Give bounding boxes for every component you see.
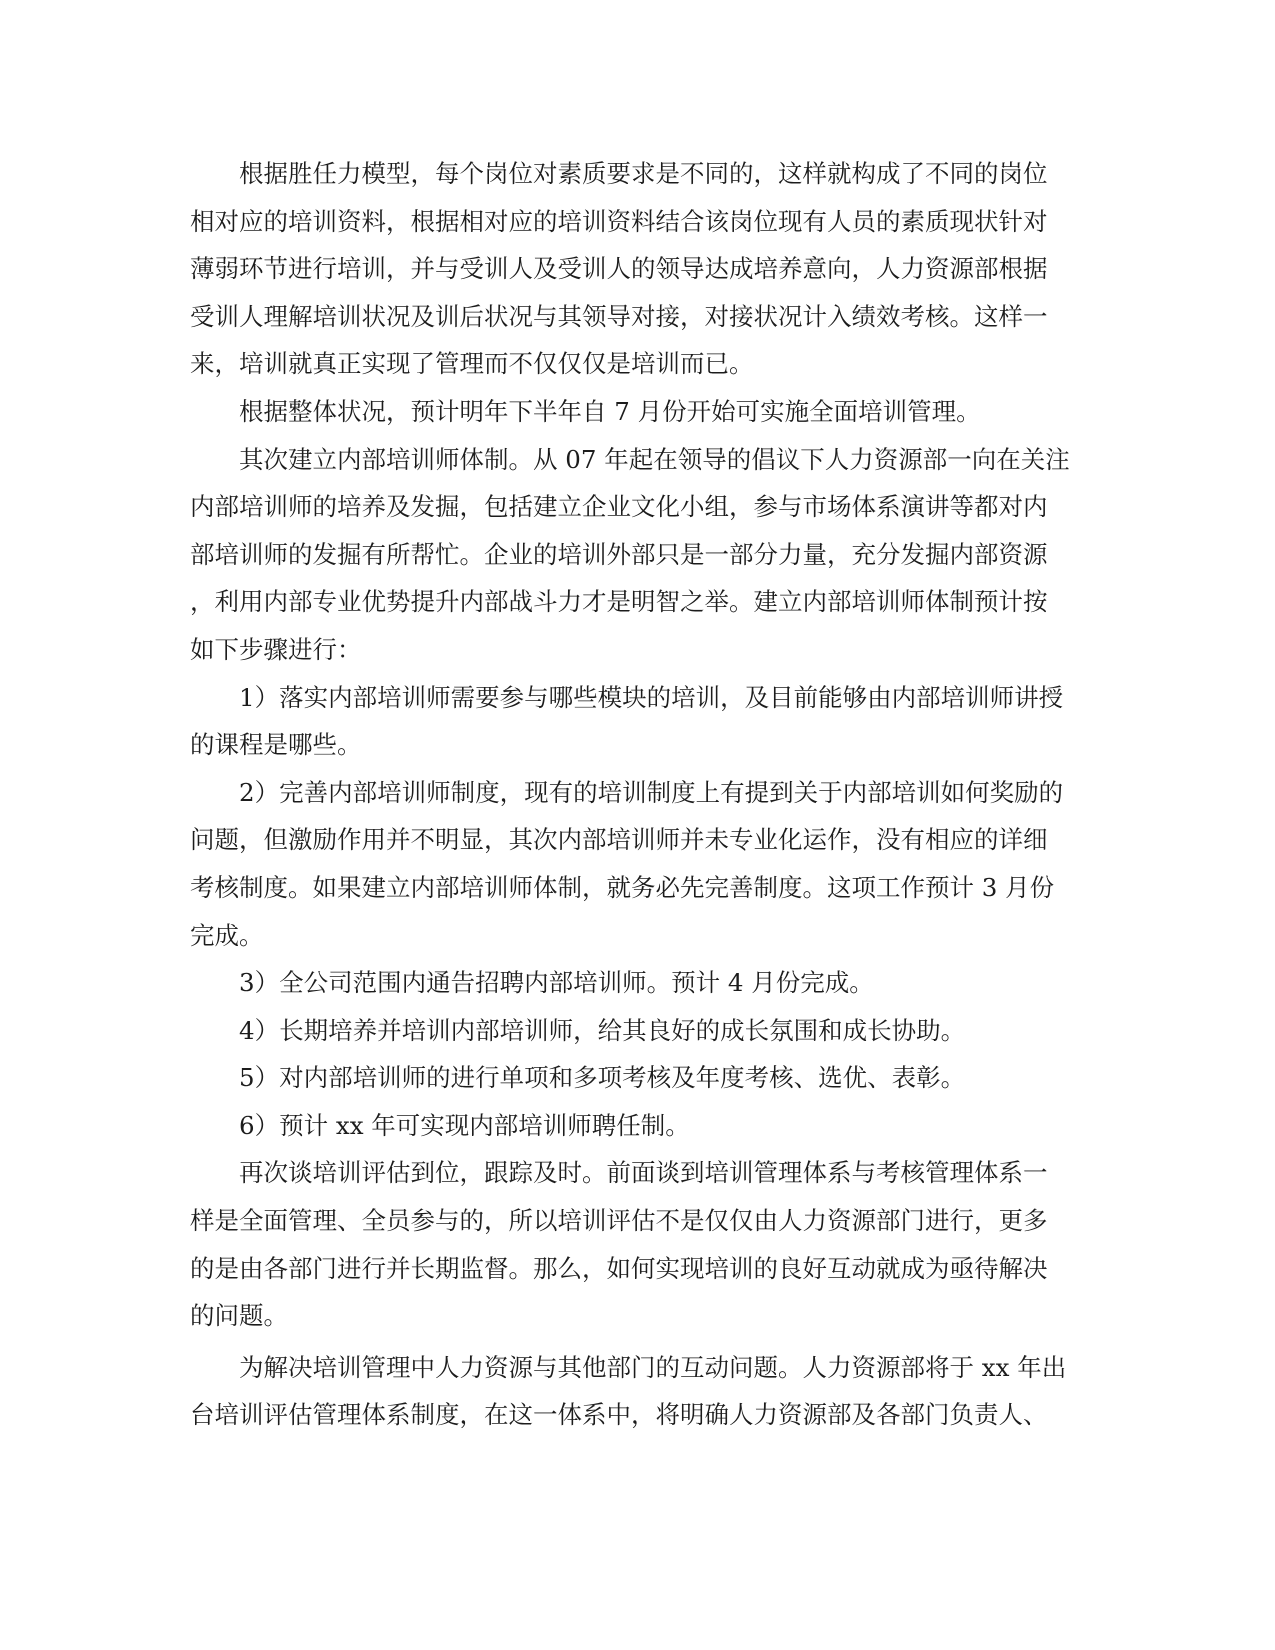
list-item-line: 的课程是哪些。 [190,730,362,760]
list-item-line: 1）落实内部培训师需要参与哪些模块的培训，及目前能够由内部培训师讲授 [239,682,1064,712]
paragraph-line: 来，培训就真正实现了管理而不仅仅仅是培训而已。 [190,349,754,379]
list-item-line: 3）全公司范围内通告招聘内部培训师。预计 4 月份完成。 [239,968,874,998]
list-item-line: 5）对内部培训师的进行单项和多项考核及年度考核、选优、表彰。 [239,1063,966,1093]
paragraph-line: 再次谈培训评估到位，跟踪及时。前面谈到培训管理体系与考核管理体系一 [239,1158,1048,1188]
list-item-line: 6）预计 xx 年可实现内部培训师聘任制。 [239,1110,690,1140]
paragraph-line: ，利用内部专业优势提升内部战斗力才是明智之举。建立内部培训师体制预计按 [190,587,1048,617]
paragraph-line: 根据整体状况，预计明年下半年自 7 月份开始可实施全面培训管理。 [239,396,981,426]
list-item-line: 问题，但激励作用并不明显，其次内部培训师并未专业化运作，没有相应的详细 [190,825,1048,855]
list-item-line: 4）长期培养并培训内部培训师，给其良好的成长氛围和成长协助。 [239,1015,966,1045]
paragraph-line: 薄弱环节进行培训，并与受训人及受训人的领导达成培养意向，人力资源部根据 [190,254,1048,284]
paragraph-line: 的是由各部门进行并长期监督。那么，如何实现培训的良好互动就成为亟待解决 [190,1253,1048,1283]
list-item-line: 考核制度。如果建立内部培训师体制，就务必先完善制度。这项工作预计 3 月份 [190,872,1055,902]
paragraph-line: 部培训师的发掘有所帮忙。企业的培训外部只是一部分力量，充分发掘内部资源 [190,539,1048,569]
paragraph-line: 如下步骤进行： [190,634,362,664]
paragraph-line: 为解决培训管理中人力资源与其他部门的互动问题。人力资源部将于 xx 年出 [239,1352,1067,1382]
paragraph-line: 的问题。 [190,1301,288,1331]
list-item-line: 2）完善内部培训师制度，现有的培训制度上有提到关于内部培训如何奖励的 [239,777,1064,807]
paragraph-line: 其次建立内部培训师体制。从 07 年起在领导的倡议下人力资源部一向在关注 [239,444,1070,474]
paragraph-line: 相对应的培训资料，根据相对应的培训资料结合该岗位现有人员的素质现状针对 [190,206,1048,236]
document-body [190,150,1070,1439]
paragraph-line: 根据胜任力模型，每个岗位对素质要求是不同的，这样就构成了不同的岗位 [239,159,1048,188]
paragraph-line: 内部培训师的培养及发掘，包括建立企业文化小组，参与市场体系演讲等都对内 [190,492,1048,522]
list-item-line: 完成。 [190,920,264,950]
paragraph-line: 受训人理解培训状况及训后状况与其领导对接，对接状况计入绩效考核。这样一 [190,301,1048,331]
paragraph-line: 台培训评估管理体系制度，在这一体系中，将明确人力资源部及各部门负责人、 [190,1400,1048,1430]
paragraph-line: 样是全面管理、全员参与的，所以培训评估不是仅仅由人力资源部门进行，更多 [190,1206,1048,1236]
